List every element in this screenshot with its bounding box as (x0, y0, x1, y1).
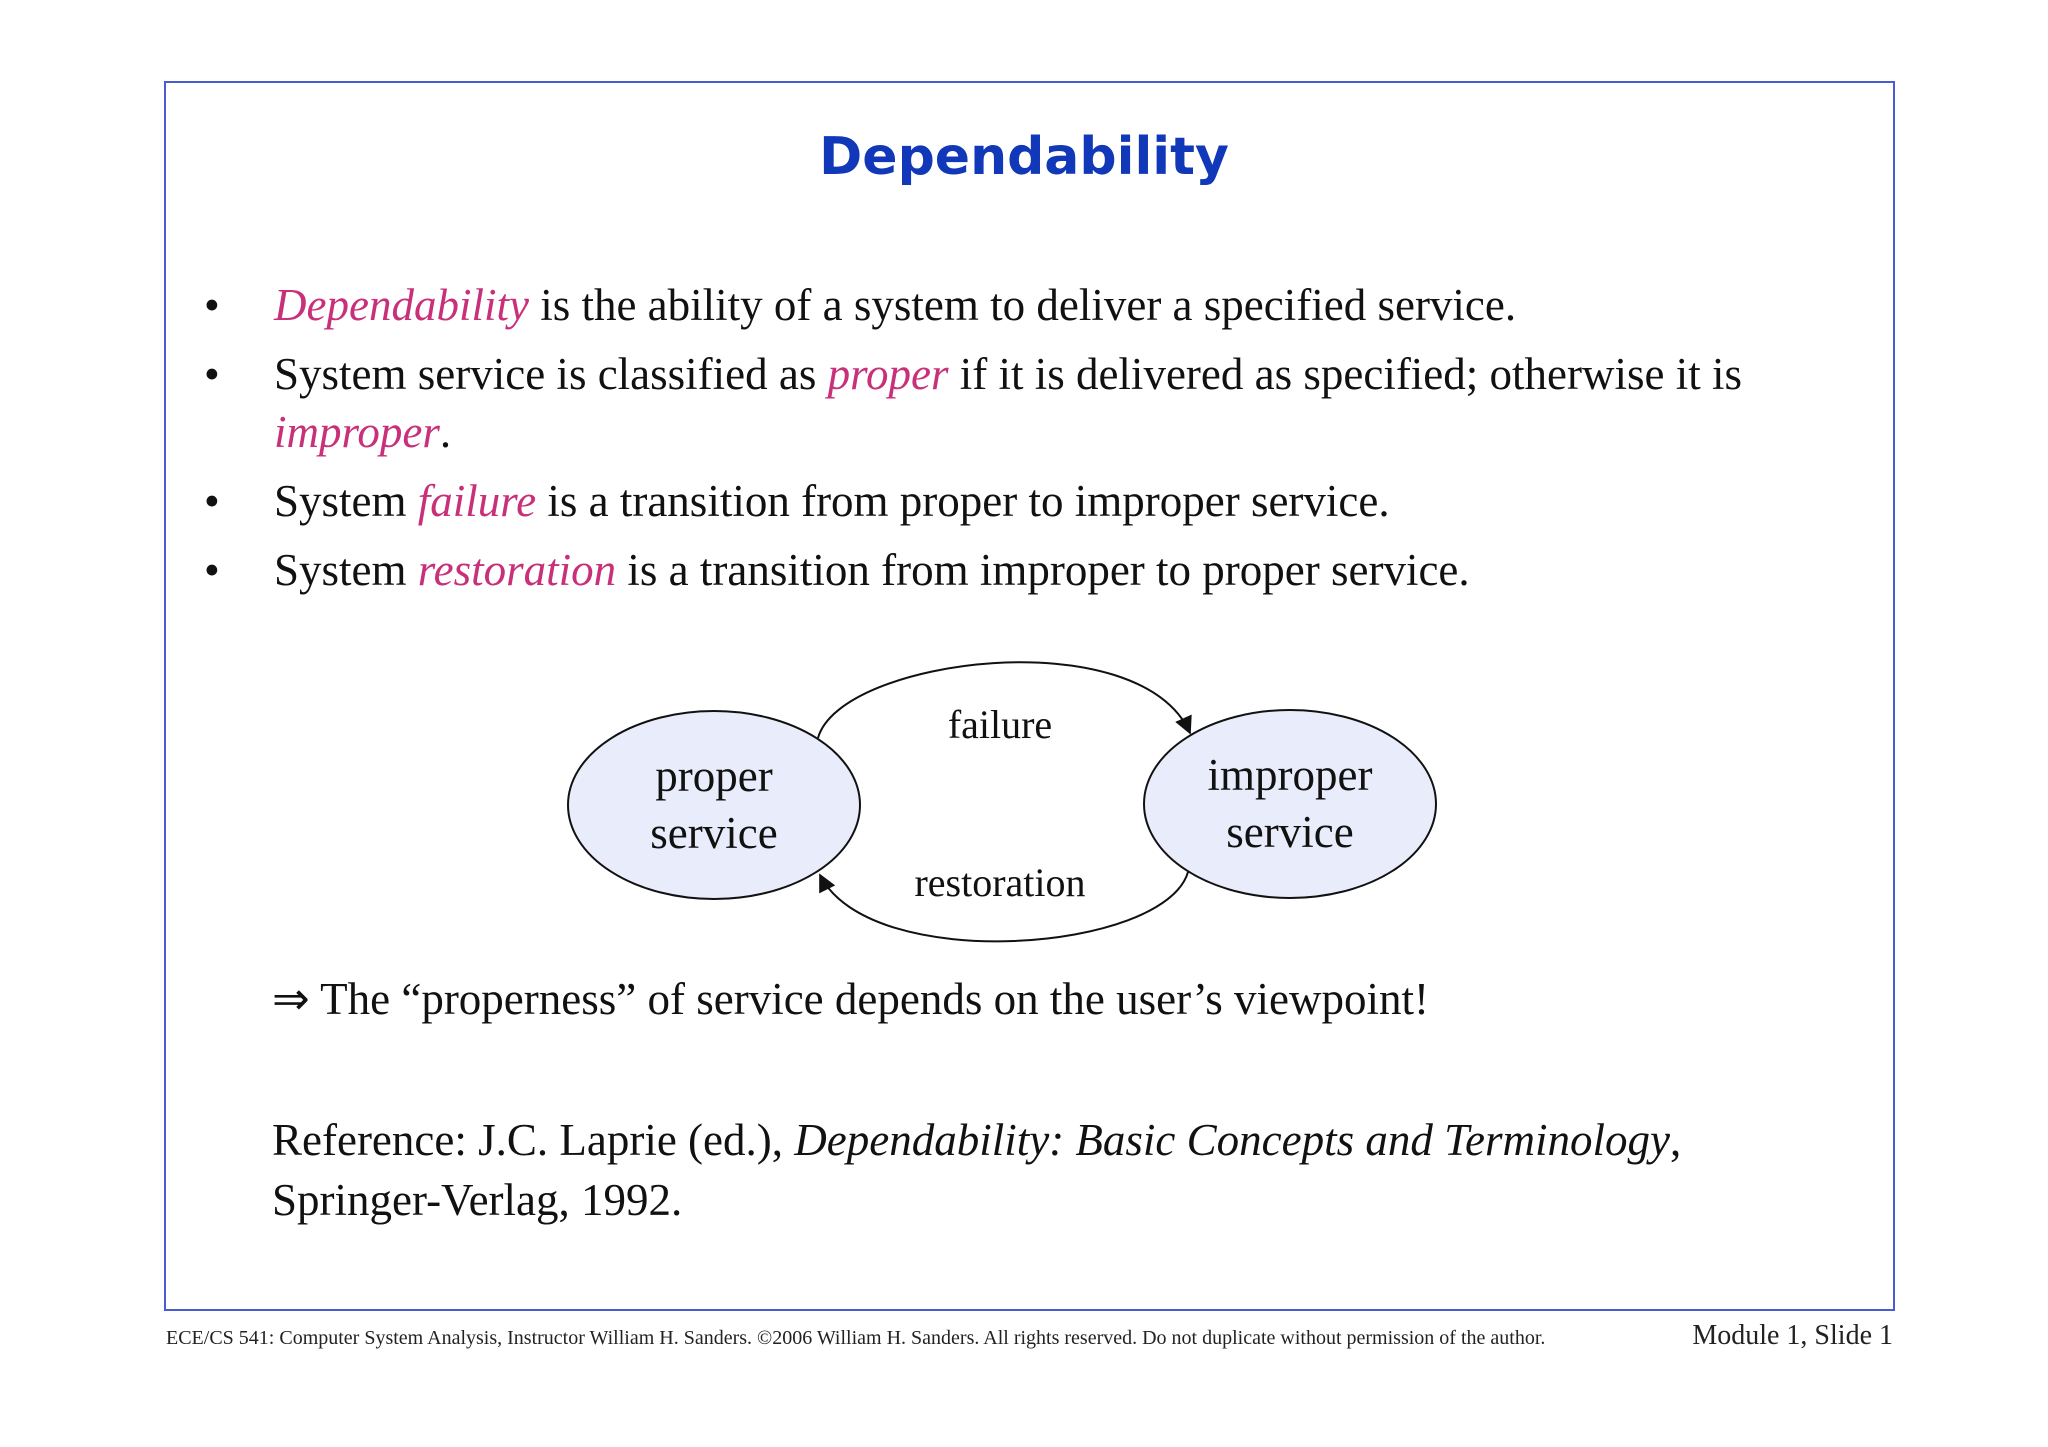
footer-slide-number: Module 1, Slide 1 (1692, 1320, 1893, 1351)
bullet-text: System service is classified as (274, 349, 828, 399)
bullet-text: System (274, 476, 418, 526)
bullet-marker: • (204, 280, 220, 330)
bullet-item-proper-improper (204, 345, 1864, 461)
term-dependability: Dependability (274, 280, 529, 330)
bullet-marker: • (204, 349, 220, 399)
failure-transition-label: failure (947, 702, 1053, 747)
bullet-text: is a transition from improper to proper service. (616, 545, 1470, 595)
bullet-text: is the ability of a system to deliver a specified service. (528, 280, 1517, 330)
slide-title: Dependability (819, 127, 1229, 187)
state-diagram (540, 650, 1500, 950)
state-proper-label-line1: proper (655, 751, 773, 801)
term-restoration: restoration (417, 545, 617, 595)
state-improper-label-line1: improper (1207, 750, 1373, 800)
bullet-text: . (439, 407, 452, 457)
reference-suffix: , Springer-Verlag, 1992. (272, 1115, 1682, 1225)
term-improper: improper (274, 407, 440, 457)
bullet-marker: • (204, 476, 220, 526)
reference-citation (272, 1110, 1832, 1230)
footer-copyright: ECE/CS 541: Computer System Analysis, Instructor William H. Sanders. ©2006 William H. Sanders. All rights reserved. Do not duplicate without permission of the author. (166, 1327, 1546, 1349)
bullet-item-restoration (204, 541, 1864, 599)
term-proper: proper (827, 349, 949, 399)
bullet-item-dependability (204, 276, 1864, 334)
term-failure: failure (417, 476, 537, 526)
state-proper-service (568, 711, 860, 899)
bullet-item-failure (204, 472, 1864, 530)
reference-book-title: Dependability: Basic Concepts and Terminology (794, 1115, 1670, 1165)
bullet-marker: • (204, 545, 220, 595)
conclusion-text: ⇒ The “properness” of service depends on the user’s viewpoint! (272, 974, 1429, 1024)
restoration-transition-label: restoration (914, 860, 1086, 905)
reference-prefix: Reference: J.C. Laprie (ed.), (272, 1115, 795, 1165)
state-improper-service (1144, 710, 1436, 898)
bullet-list (204, 276, 1864, 610)
bullet-text: if it is delivered as specified; otherwise it is (948, 349, 1742, 399)
state-proper-label-line2: service (650, 808, 778, 858)
bullet-text: is a transition from proper to improper service. (536, 476, 1390, 526)
bullet-text: System (274, 545, 418, 595)
state-improper-label-line2: service (1226, 807, 1354, 857)
